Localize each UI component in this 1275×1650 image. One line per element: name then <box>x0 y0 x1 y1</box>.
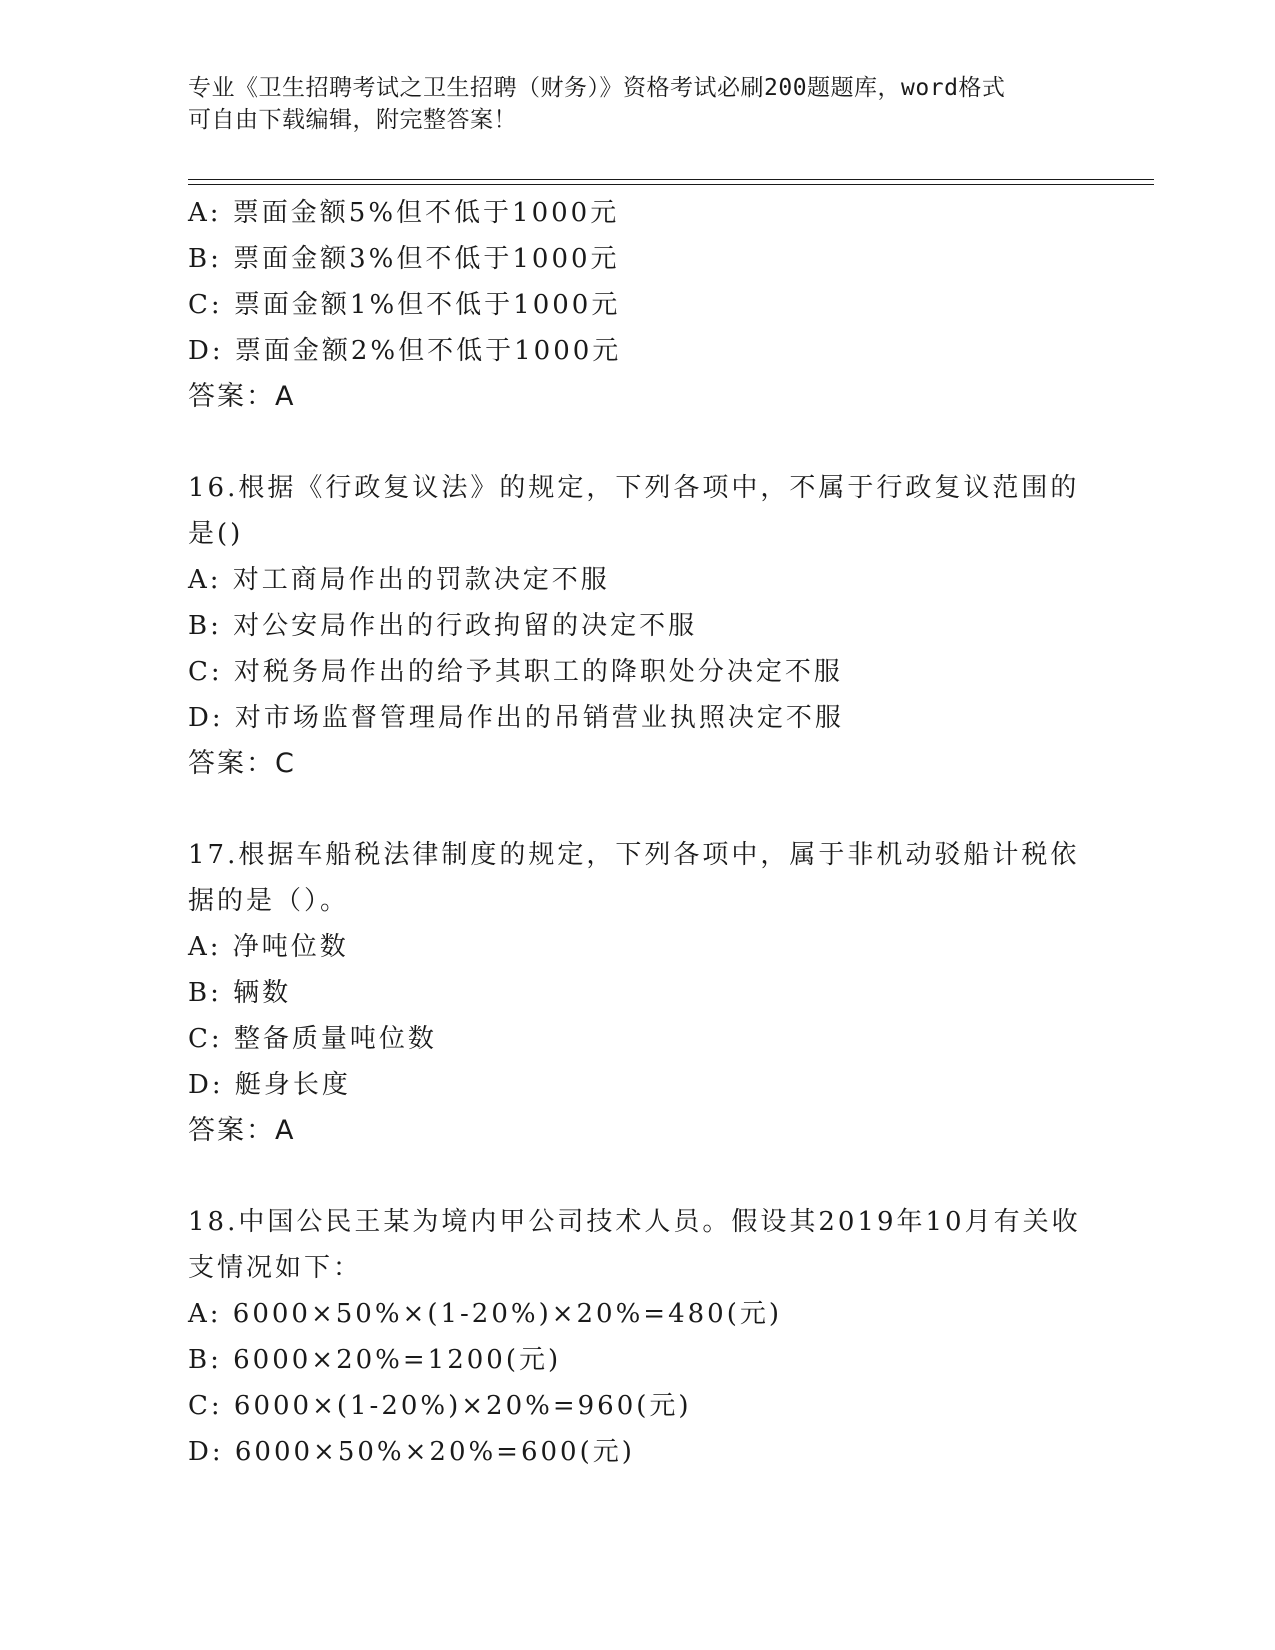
option-d: D: 票面金额2%但不低于1000元 <box>188 336 622 366</box>
question-18 <box>188 1199 1088 1475</box>
option-b: B: 对公安局作出的行政拘留的决定不服 <box>188 611 698 641</box>
answer-line: 答案：A <box>188 1115 296 1146</box>
option-d: D: 对市场监督管理局作出的吊销营业执照决定不服 <box>188 703 844 733</box>
option-d: D: 艇身长度 <box>188 1070 351 1100</box>
question-stem-line-1: 16.根据《行政复议法》的规定，下列各项中，不属于行政复议范围的 <box>188 473 1080 503</box>
question-17 <box>188 832 1088 1154</box>
option-c: C: 整备质量吨位数 <box>188 1024 437 1054</box>
option-a: A: 对工商局作出的罚款决定不服 <box>188 565 610 595</box>
question-stem-line-2: 据的是（）。 <box>188 886 350 916</box>
answer-line: 答案：A <box>188 381 296 412</box>
option-a: A: 票面金额5%但不低于1000元 <box>188 198 620 228</box>
header-rule-top <box>188 179 1154 180</box>
document-header <box>188 72 1088 136</box>
question-stem-line-1: 17.根据车船税法律制度的规定，下列各项中，属于非机动驳船计税依 <box>188 840 1080 870</box>
spacer <box>188 787 1088 832</box>
spacer <box>188 1154 1088 1199</box>
option-d: D: 6000×50%×20%=600(元) <box>188 1437 635 1467</box>
option-a: A: 净吨位数 <box>188 932 349 962</box>
option-c: C: 对税务局作出的给予其职工的降职处分决定不服 <box>188 657 843 687</box>
header-line-2: 可自由下载编辑，附完整答案！ <box>188 107 517 133</box>
answer-line: 答案：C <box>188 748 296 779</box>
question-stem-line-2: 支情况如下： <box>188 1253 363 1283</box>
header-line-1: 专业《卫生招聘考试之卫生招聘（财务）》资格考试必刷200题题库，word格式 <box>188 75 1006 101</box>
option-b: B: 6000×20%=1200(元) <box>188 1345 562 1375</box>
header-rule-bottom <box>188 184 1154 185</box>
question-stem-line-1: 18.中国公民王某为境内甲公司技术人员。假设其2019年10月有关收 <box>188 1207 1081 1237</box>
question-16 <box>188 465 1088 787</box>
question-list <box>188 190 1088 1475</box>
option-b: B: 票面金额3%但不低于1000元 <box>188 244 620 274</box>
option-c: C: 票面金额1%但不低于1000元 <box>188 290 621 320</box>
option-c: C: 6000×(1-20%)×20%=960(元) <box>188 1391 692 1421</box>
question-15 <box>188 190 1088 420</box>
question-stem-line-2: 是() <box>188 519 244 549</box>
option-a: A: 6000×50%×(1-20%)×20%=480(元) <box>188 1299 783 1329</box>
option-b: B: 辆数 <box>188 978 292 1008</box>
spacer <box>188 420 1088 465</box>
